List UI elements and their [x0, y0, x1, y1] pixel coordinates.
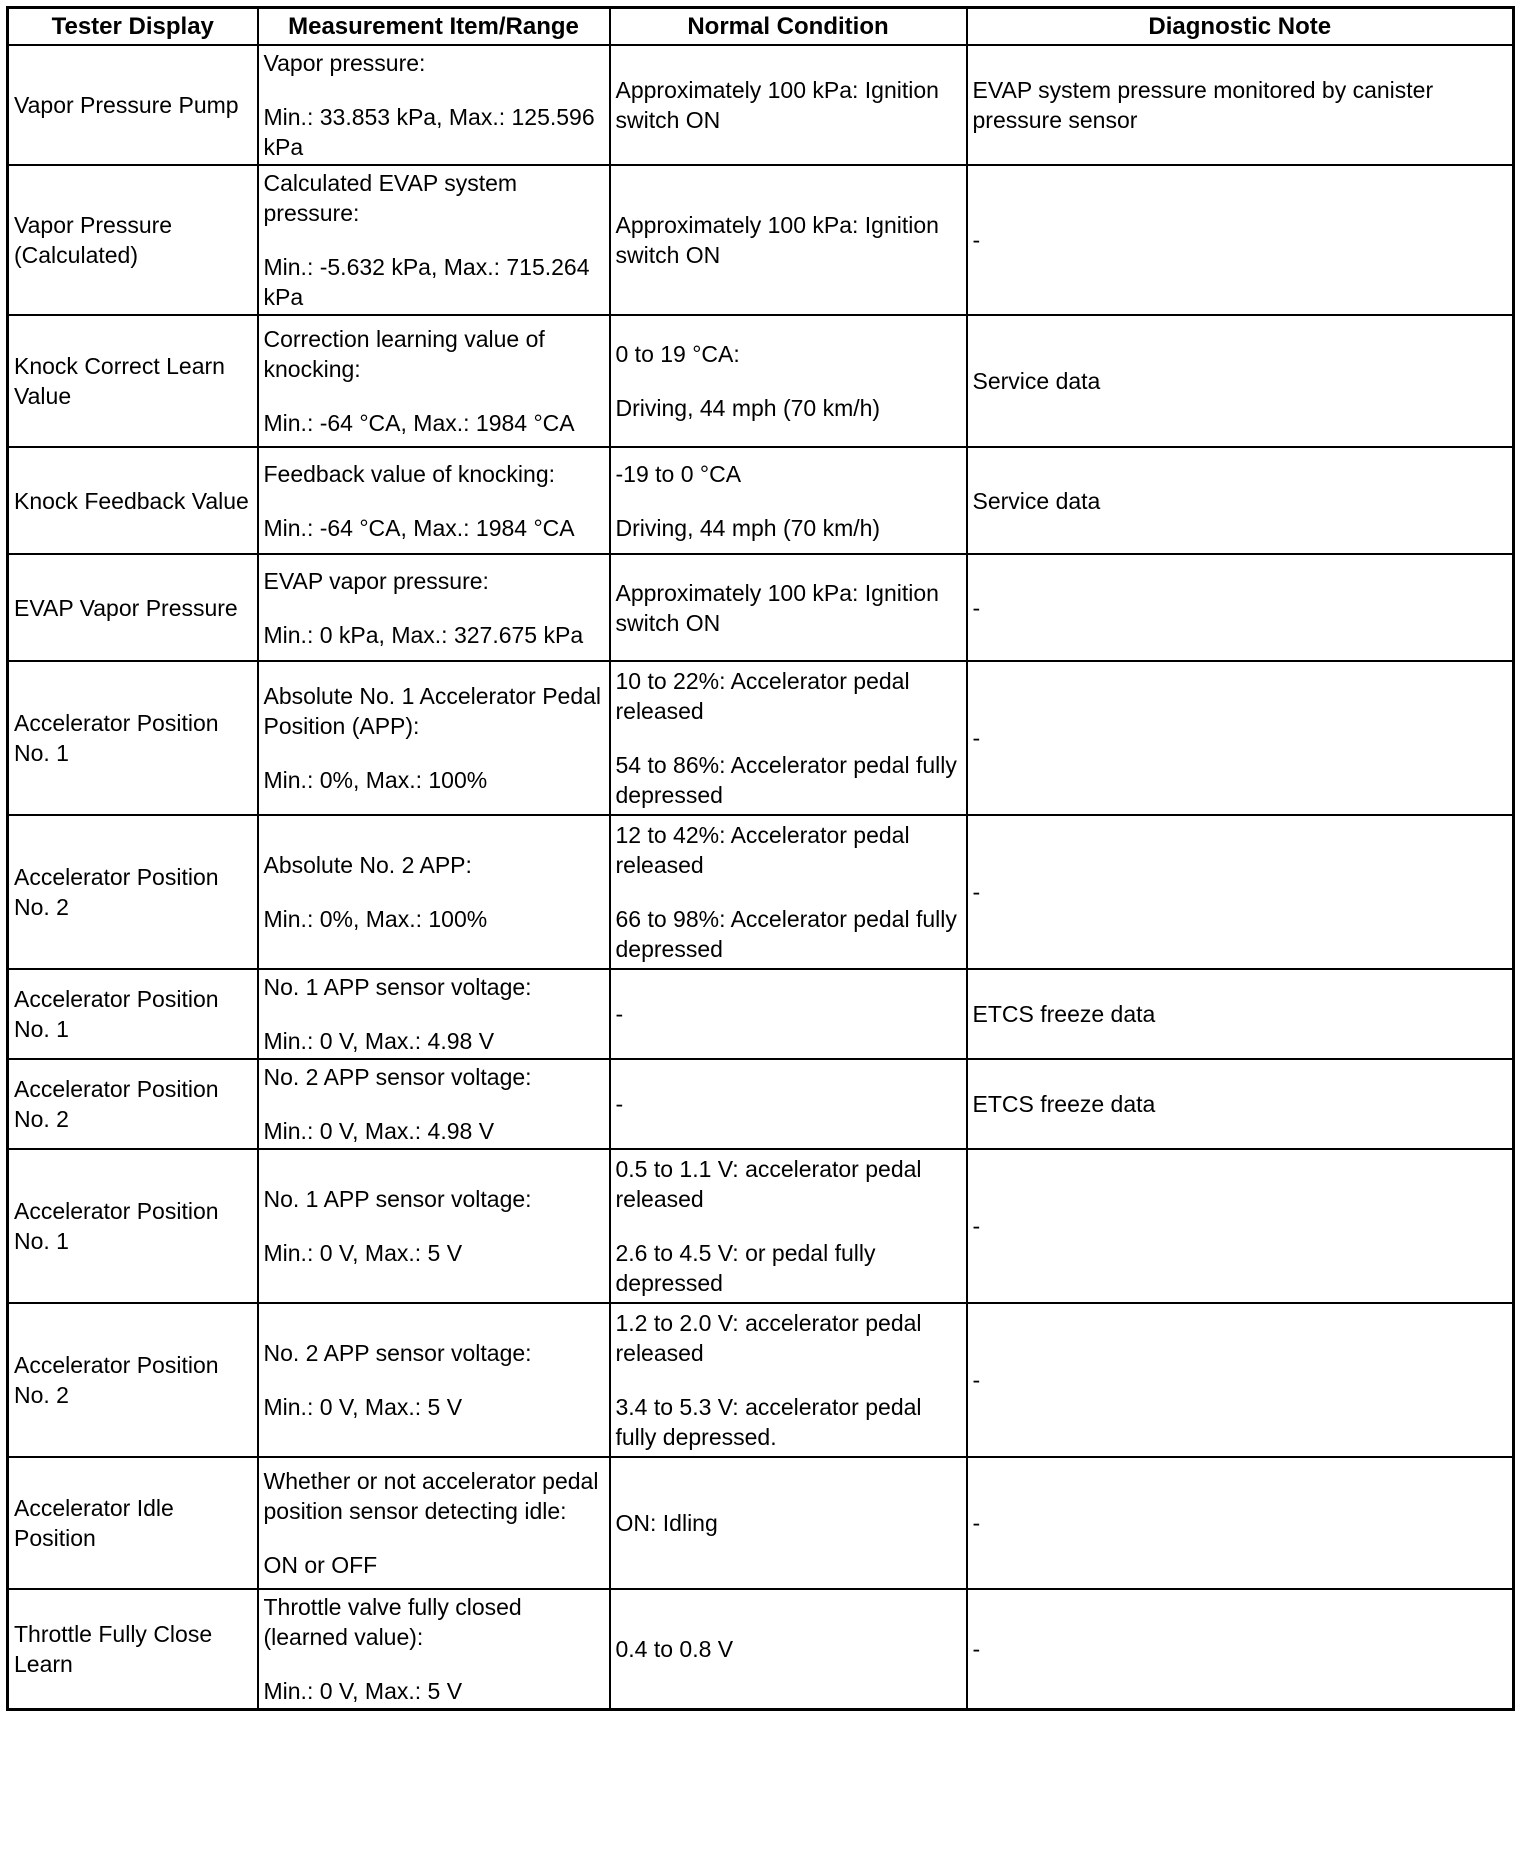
- normal-condition-line: Approximately 100 kPa: Ignition switch ON: [615, 77, 939, 133]
- cell-normal-condition: [610, 45, 967, 165]
- cell-normal-condition: [610, 1457, 967, 1589]
- measurement-line: Min.: 0%, Max.: 100%: [263, 906, 488, 932]
- cell-tester-display: Knock Feedback Value: [8, 447, 258, 554]
- cell-measurement: [258, 45, 610, 165]
- cell-diagnostic-note: -: [967, 1457, 1514, 1589]
- cell-tester-display: Accelerator Position No. 2: [8, 1303, 258, 1457]
- header-measurement: Measurement Item/Range: [258, 8, 610, 46]
- table-row: [8, 1589, 1514, 1710]
- cell-diagnostic-note: -: [967, 165, 1514, 315]
- measurement-line: No. 2 APP sensor voltage:: [263, 1064, 532, 1090]
- cell-tester-display: Vapor Pressure Pump: [8, 45, 258, 165]
- cell-measurement: [258, 1303, 610, 1457]
- measurement-line: Min.: -5.632 kPa, Max.: 715.264 kPa: [263, 254, 590, 310]
- normal-condition-line: -19 to 0 °CA: [615, 460, 742, 487]
- cell-measurement: [258, 447, 610, 554]
- normal-condition-line: 0 to 19 °CA:: [615, 341, 740, 367]
- cell-tester-display: Accelerator Position No. 2: [8, 1059, 258, 1149]
- cell-normal-condition: [610, 165, 967, 315]
- table-header: [8, 8, 1514, 46]
- measurement-line: Min.: 0%, Max.: 100%: [263, 767, 488, 793]
- measurement-line: No. 1 APP sensor voltage:: [263, 974, 532, 1000]
- normal-condition-line: 1.2 to 2.0 V: accelerator pedal released: [615, 1310, 922, 1366]
- cell-diagnostic-note: -: [967, 661, 1514, 815]
- data-list-table: [6, 6, 1515, 1711]
- cell-normal-condition: [610, 1589, 967, 1710]
- cell-diagnostic-note: ETCS freeze data: [967, 1059, 1514, 1149]
- table-row: [8, 815, 1514, 969]
- cell-measurement: [258, 1457, 610, 1589]
- normal-condition-line: 2.6 to 4.5 V: or pedal fully depressed: [615, 1240, 876, 1296]
- normal-condition-line: 10 to 22%: Accelerator pedal released: [615, 668, 910, 724]
- table-body: [8, 45, 1514, 1710]
- table-row: [8, 969, 1514, 1059]
- cell-diagnostic-note: EVAP system pressure monitored by canister pressure sensor: [967, 45, 1514, 165]
- cell-tester-display: Accelerator Idle Position: [8, 1457, 258, 1589]
- cell-normal-condition: [610, 1149, 967, 1303]
- cell-measurement: [258, 661, 610, 815]
- normal-condition-line: Driving, 44 mph (70 km/h): [615, 395, 881, 421]
- cell-diagnostic-note: -: [967, 1303, 1514, 1457]
- measurement-line: Calculated EVAP system pressure:: [263, 170, 518, 226]
- cell-normal-condition: [610, 815, 967, 969]
- cell-normal-condition: [610, 447, 967, 554]
- cell-measurement: [258, 1589, 610, 1710]
- measurement-line: ON or OFF: [263, 1552, 378, 1578]
- measurement-line: No. 2 APP sensor voltage:: [263, 1340, 532, 1366]
- cell-diagnostic-note: ETCS freeze data: [967, 969, 1514, 1059]
- measurement-line: Feedback value of knocking:: [263, 460, 556, 487]
- header-normal-condition: Normal Condition: [610, 8, 967, 46]
- measurement-line: Vapor pressure:: [263, 50, 426, 76]
- cell-diagnostic-note: -: [967, 815, 1514, 969]
- normal-condition-line: 12 to 42%: Accelerator pedal released: [615, 822, 910, 878]
- measurement-line: Min.: 33.853 kPa, Max.: 125.596 kPa: [263, 104, 595, 160]
- table-row: [8, 1149, 1514, 1303]
- cell-measurement: [258, 815, 610, 969]
- table-row: [8, 1059, 1514, 1149]
- normal-condition-line: 0.4 to 0.8 V: [615, 1636, 734, 1662]
- cell-tester-display: Vapor Pressure (Calculated): [8, 165, 258, 315]
- measurement-line: Min.: 0 V, Max.: 5 V: [263, 1678, 463, 1704]
- cell-normal-condition: [610, 661, 967, 815]
- table-row: [8, 315, 1514, 447]
- cell-diagnostic-note: Service data: [967, 447, 1514, 554]
- cell-measurement: [258, 969, 610, 1059]
- measurement-line: Min.: 0 kPa, Max.: 327.675 kPa: [263, 621, 584, 648]
- header-tester-display: Tester Display: [8, 8, 258, 46]
- measurement-line: Min.: -64 °CA, Max.: 1984 °CA: [263, 514, 575, 541]
- cell-normal-condition: [610, 969, 967, 1059]
- measurement-line: EVAP vapor pressure:: [263, 567, 489, 594]
- table-row: [8, 1457, 1514, 1589]
- data-list-sheet: [6, 6, 1515, 1711]
- measurement-line: Min.: -64 °CA, Max.: 1984 °CA: [263, 410, 575, 436]
- table-row: [8, 45, 1514, 165]
- cell-normal-condition: [610, 1303, 967, 1457]
- normal-condition-line: -: [615, 1001, 624, 1027]
- table-row: [8, 661, 1514, 815]
- cell-tester-display: Accelerator Position No. 1: [8, 661, 258, 815]
- measurement-line: Min.: 0 V, Max.: 5 V: [263, 1394, 463, 1420]
- measurement-line: Absolute No. 1 Accelerator Pedal Position (APP):: [263, 683, 602, 739]
- normal-condition-line: -: [615, 1091, 624, 1117]
- cell-measurement: [258, 1149, 610, 1303]
- cell-tester-display: Accelerator Position No. 1: [8, 969, 258, 1059]
- cell-tester-display: EVAP Vapor Pressure: [8, 554, 258, 661]
- normal-condition-line: Approximately 100 kPa: Ignition switch ON: [615, 579, 939, 636]
- cell-tester-display: Throttle Fully Close Learn: [8, 1589, 258, 1710]
- normal-condition-line: 0.5 to 1.1 V: accelerator pedal released: [615, 1156, 922, 1212]
- measurement-line: Min.: 0 V, Max.: 4.98 V: [263, 1028, 495, 1054]
- measurement-line: Throttle valve fully closed (learned value):: [263, 1594, 522, 1650]
- normal-condition-line: Approximately 100 kPa: Ignition switch ON: [615, 212, 939, 268]
- header-row: [8, 8, 1514, 46]
- normal-condition-line: ON: Idling: [615, 1510, 718, 1536]
- cell-diagnostic-note: -: [967, 554, 1514, 661]
- measurement-line: Whether or not accelerator pedal position sensor detecting idle:: [263, 1468, 599, 1524]
- cell-diagnostic-note: Service data: [967, 315, 1514, 447]
- cell-normal-condition: [610, 554, 967, 661]
- cell-tester-display: Knock Correct Learn Value: [8, 315, 258, 447]
- cell-normal-condition: [610, 315, 967, 447]
- measurement-line: Correction learning value of knocking:: [263, 326, 545, 382]
- cell-measurement: [258, 165, 610, 315]
- normal-condition-line: 3.4 to 5.3 V: accelerator pedal fully depressed.: [615, 1394, 922, 1450]
- table-row: [8, 554, 1514, 661]
- cell-tester-display: Accelerator Position No. 2: [8, 815, 258, 969]
- cell-tester-display: Accelerator Position No. 1: [8, 1149, 258, 1303]
- measurement-line: Min.: 0 V, Max.: 5 V: [263, 1240, 463, 1266]
- table-row: [8, 1303, 1514, 1457]
- measurement-line: No. 1 APP sensor voltage:: [263, 1186, 532, 1212]
- measurement-line: Min.: 0 V, Max.: 4.98 V: [263, 1118, 495, 1144]
- cell-measurement: [258, 1059, 610, 1149]
- cell-diagnostic-note: -: [967, 1149, 1514, 1303]
- normal-condition-line: 66 to 98%: Accelerator pedal fully depressed: [615, 906, 957, 962]
- table-row: [8, 165, 1514, 315]
- normal-condition-line: 54 to 86%: Accelerator pedal fully depressed: [615, 752, 957, 808]
- cell-diagnostic-note: -: [967, 1589, 1514, 1710]
- header-diagnostic-note: Diagnostic Note: [967, 8, 1514, 46]
- table-row: [8, 447, 1514, 554]
- cell-normal-condition: [610, 1059, 967, 1149]
- normal-condition-line: Driving, 44 mph (70 km/h): [615, 514, 881, 541]
- measurement-line: Absolute No. 2 APP:: [263, 852, 472, 878]
- cell-measurement: [258, 554, 610, 661]
- cell-measurement: [258, 315, 610, 447]
